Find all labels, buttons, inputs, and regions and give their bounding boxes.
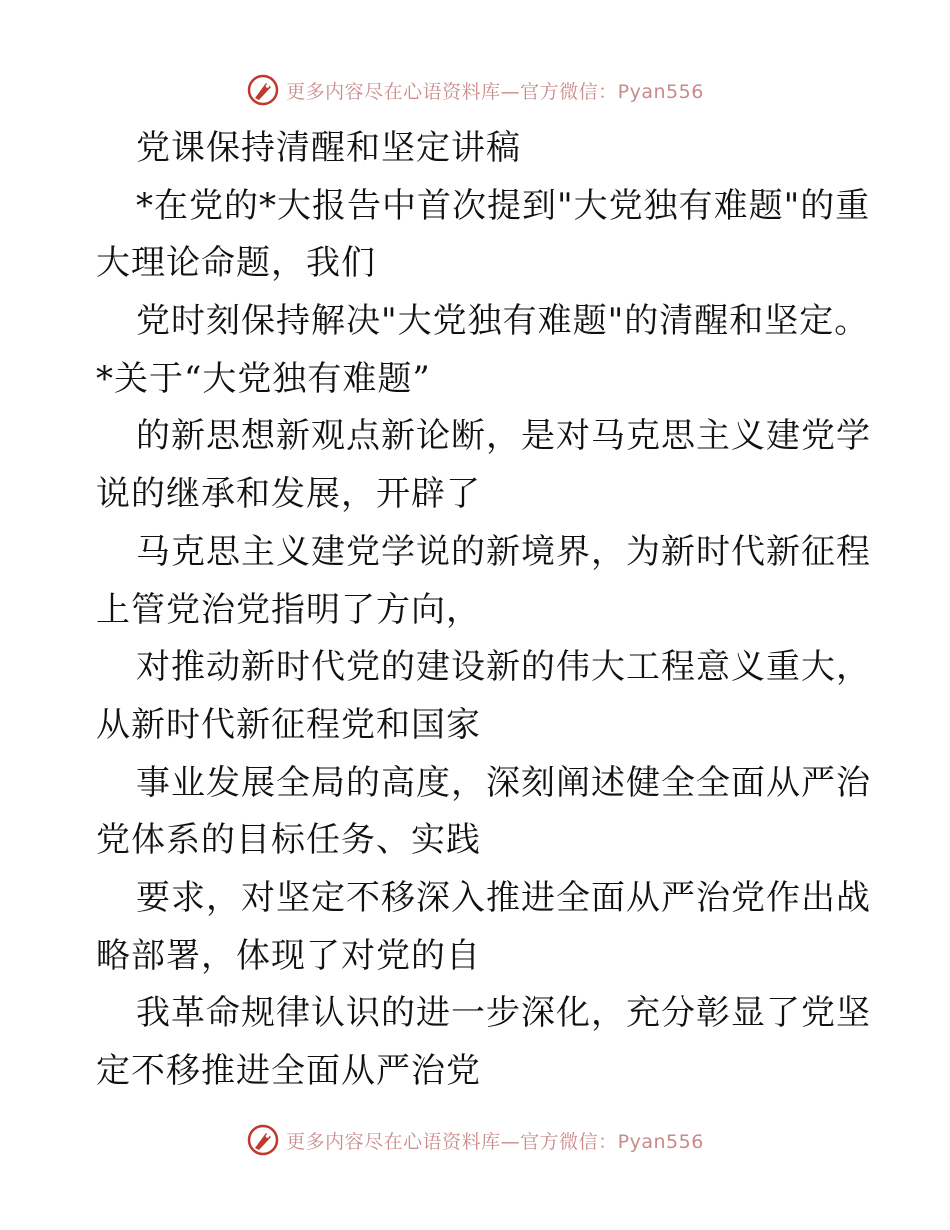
paragraph-line: 党体系的目标任务、实践 xyxy=(96,820,481,861)
document-body xyxy=(96,120,871,1101)
header-watermark xyxy=(0,70,950,110)
paragraph-line: 上管党治党指明了方向， xyxy=(96,589,481,630)
document-title: 党课保持清醒和坚定讲稿 xyxy=(136,128,521,168)
paragraph-line: 马克思主义建党学说的新境界，为新时代新征程 xyxy=(136,531,871,572)
paragraph-line: 从新时代新征程党和国家 xyxy=(96,704,481,745)
paragraph-line: 略部署，体现了对党的自 xyxy=(96,935,481,976)
paragraph-line: 说的继承和发展，开辟了 xyxy=(96,474,481,515)
pen-nib-logo-icon xyxy=(246,73,280,107)
pen-nib-logo-icon xyxy=(246,1123,280,1157)
paragraph-line: 大理论命题，我们 xyxy=(96,243,376,284)
header-watermark-text: 更多内容尽在心语资料库—官方微信：Pyan556 xyxy=(286,80,704,103)
paragraph-line: 要求，对坚定不移深入推进全面从严治党作出战 xyxy=(136,877,871,918)
paragraph-line: 事业发展全局的高度，深刻阐述健全全面从严治 xyxy=(136,762,871,803)
paragraph-line: *关于“大党独有难题” xyxy=(96,358,431,399)
footer-watermark xyxy=(0,1120,950,1160)
footer-watermark-text: 更多内容尽在心语资料库—官方微信：Pyan556 xyxy=(286,1130,704,1153)
paragraph-line: 我革命规律认识的进一步深化，充分彰显了党坚 xyxy=(136,993,871,1034)
paragraph-line: 党时刻保持解决"大党独有难题"的清醒和坚定。 xyxy=(136,301,870,342)
paragraph-line: 定不移推进全面从严治党 xyxy=(96,1051,481,1091)
paragraph-line: 的新思想新观点新论断，是对马克思主义建党学 xyxy=(136,416,871,457)
paragraph-line: 对推动新时代党的建设新的伟大工程意义重大， xyxy=(136,647,871,688)
paragraph-line: *在党的*大报告中首次提到"大党独有难题"的重 xyxy=(136,185,871,226)
